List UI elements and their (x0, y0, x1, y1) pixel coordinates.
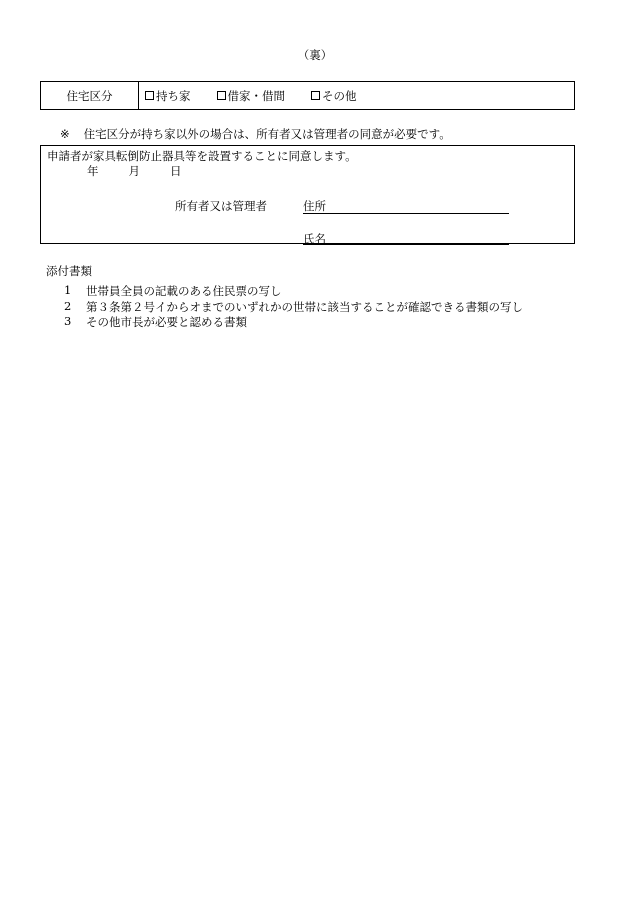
address-label: 住所 (303, 199, 326, 213)
list-item-number: 1 (64, 283, 72, 297)
list-item-number: 2 (64, 298, 72, 313)
attachments-list (64, 283, 523, 330)
list-item (64, 314, 523, 330)
consent-note (60, 129, 451, 141)
address-field[interactable] (303, 213, 509, 214)
date-year: 年 (87, 164, 99, 178)
consent-statement: 申請者が家具転倒防止器具等を設置することに同意します。 (47, 149, 357, 163)
housing-option-other[interactable] (311, 88, 357, 104)
housing-option-rented[interactable] (217, 88, 286, 104)
housing-option-other-label: その他 (322, 88, 357, 103)
name-field[interactable] (303, 244, 509, 245)
attachments-title: 添付書類 (46, 264, 92, 278)
owner-label: 所有者又は管理者 (175, 199, 267, 213)
list-item (64, 299, 523, 315)
list-item-text: 世帯員全員の記載のある住民票の写し (86, 284, 282, 298)
list-item-text: その他市長が必要と認める書類 (86, 315, 247, 329)
name-label: 氏名 (303, 232, 326, 246)
checkbox-rented[interactable] (217, 91, 226, 100)
checkbox-owned[interactable] (145, 91, 154, 100)
housing-option-owned-label: 持ち家 (156, 88, 191, 103)
checkbox-other[interactable] (311, 91, 320, 100)
housing-option-rented-label: 借家・借間 (227, 88, 285, 103)
list-item-number: 3 (64, 314, 72, 328)
list-item-text: 第３条第２号イからオまでのいずれかの世帯に該当することが確認できる書類の写し (86, 299, 523, 314)
page-title: （裏） (297, 48, 333, 62)
date-month: 月 (128, 164, 140, 178)
date-day: 日 (170, 164, 182, 178)
list-item (64, 283, 523, 299)
note-mark: ※ (60, 127, 70, 141)
housing-type-label: 住宅区分 (41, 82, 139, 109)
consent-date (87, 166, 182, 178)
housing-type-table (40, 81, 575, 110)
housing-type-options (139, 82, 574, 109)
note-text: 住宅区分が持ち家以外の場合は、所有者又は管理者の同意が必要です。 (83, 127, 451, 141)
housing-option-owned[interactable] (145, 88, 191, 104)
consent-box (40, 145, 575, 244)
